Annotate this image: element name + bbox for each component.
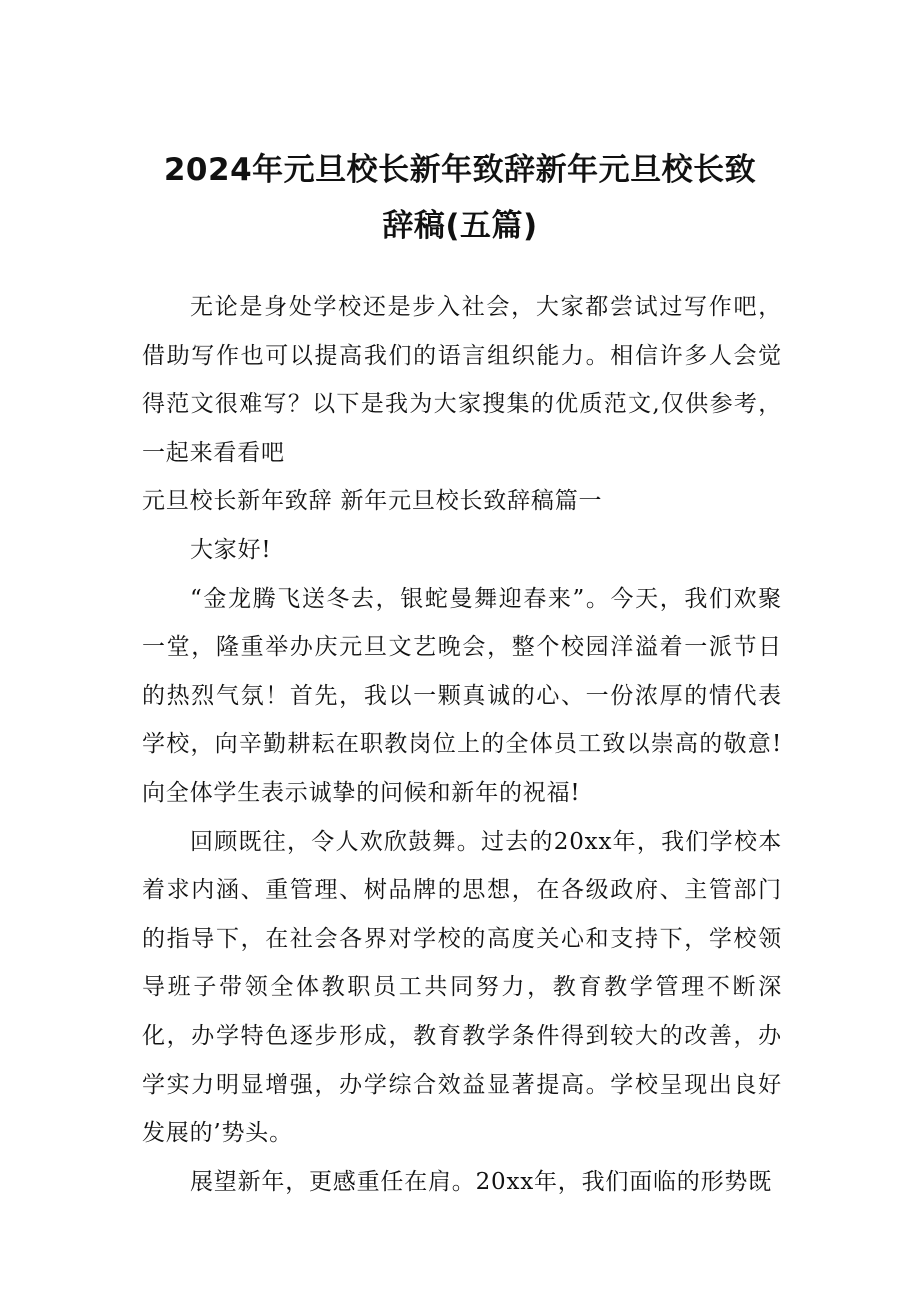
document-title-line-1: 2024年元旦校长新年致辞新年元旦校长致 — [163, 152, 757, 188]
document-title-line-2: 辞稿(五篇) — [382, 208, 538, 244]
section-heading: 元旦校长新年致辞 新年元旦校长致辞稿篇一 — [142, 488, 603, 515]
body-paragraph: 展望新年，更感重任在肩。20xx年，我们面临的形势既 — [190, 1168, 773, 1195]
intro-paragraph: 无论是身处学校还是步入社会，大家都尝试过写作吧，借助写作也可以提高我们的语言组织能力。相信许多人会觉得范文很难写？以下是我为大家搜集的优质范文,仅供参考，一起来看看吧 — [142, 294, 782, 466]
document-body — [142, 283, 782, 1206]
greeting-paragraph: 大家好! — [190, 536, 272, 563]
body-paragraph: 回顾既往，令人欢欣鼓舞。过去的20xx年，我们学校本着求内涵、重管理、树品牌的思想，在各级政府、主管部门的指导下，在社会各界对学校的高度关心和支持下，学校领导班子带领全体教职员工共同努力，教育教学管理不断深化，办学特色逐步形成，教育教学条件得到较大的改善，办学实力明显增强，办学综合效益显著提高。学校呈现出良好发展的’势头。 — [142, 828, 782, 1147]
body-paragraph: “金龙腾飞送冬去，银蛇曼舞迎春来”。今天，我们欢聚一堂，隆重举办庆元旦文艺晚会，整个校园洋溢着一派节日的热烈气氛！首先，我以一颗真诚的心、一份浓厚的情代表学校，向辛勤耕耘在职教岗位上的全体员工致以崇高的敬意!向全体学生表示诚挚的问候和新年的祝福! — [142, 585, 782, 806]
